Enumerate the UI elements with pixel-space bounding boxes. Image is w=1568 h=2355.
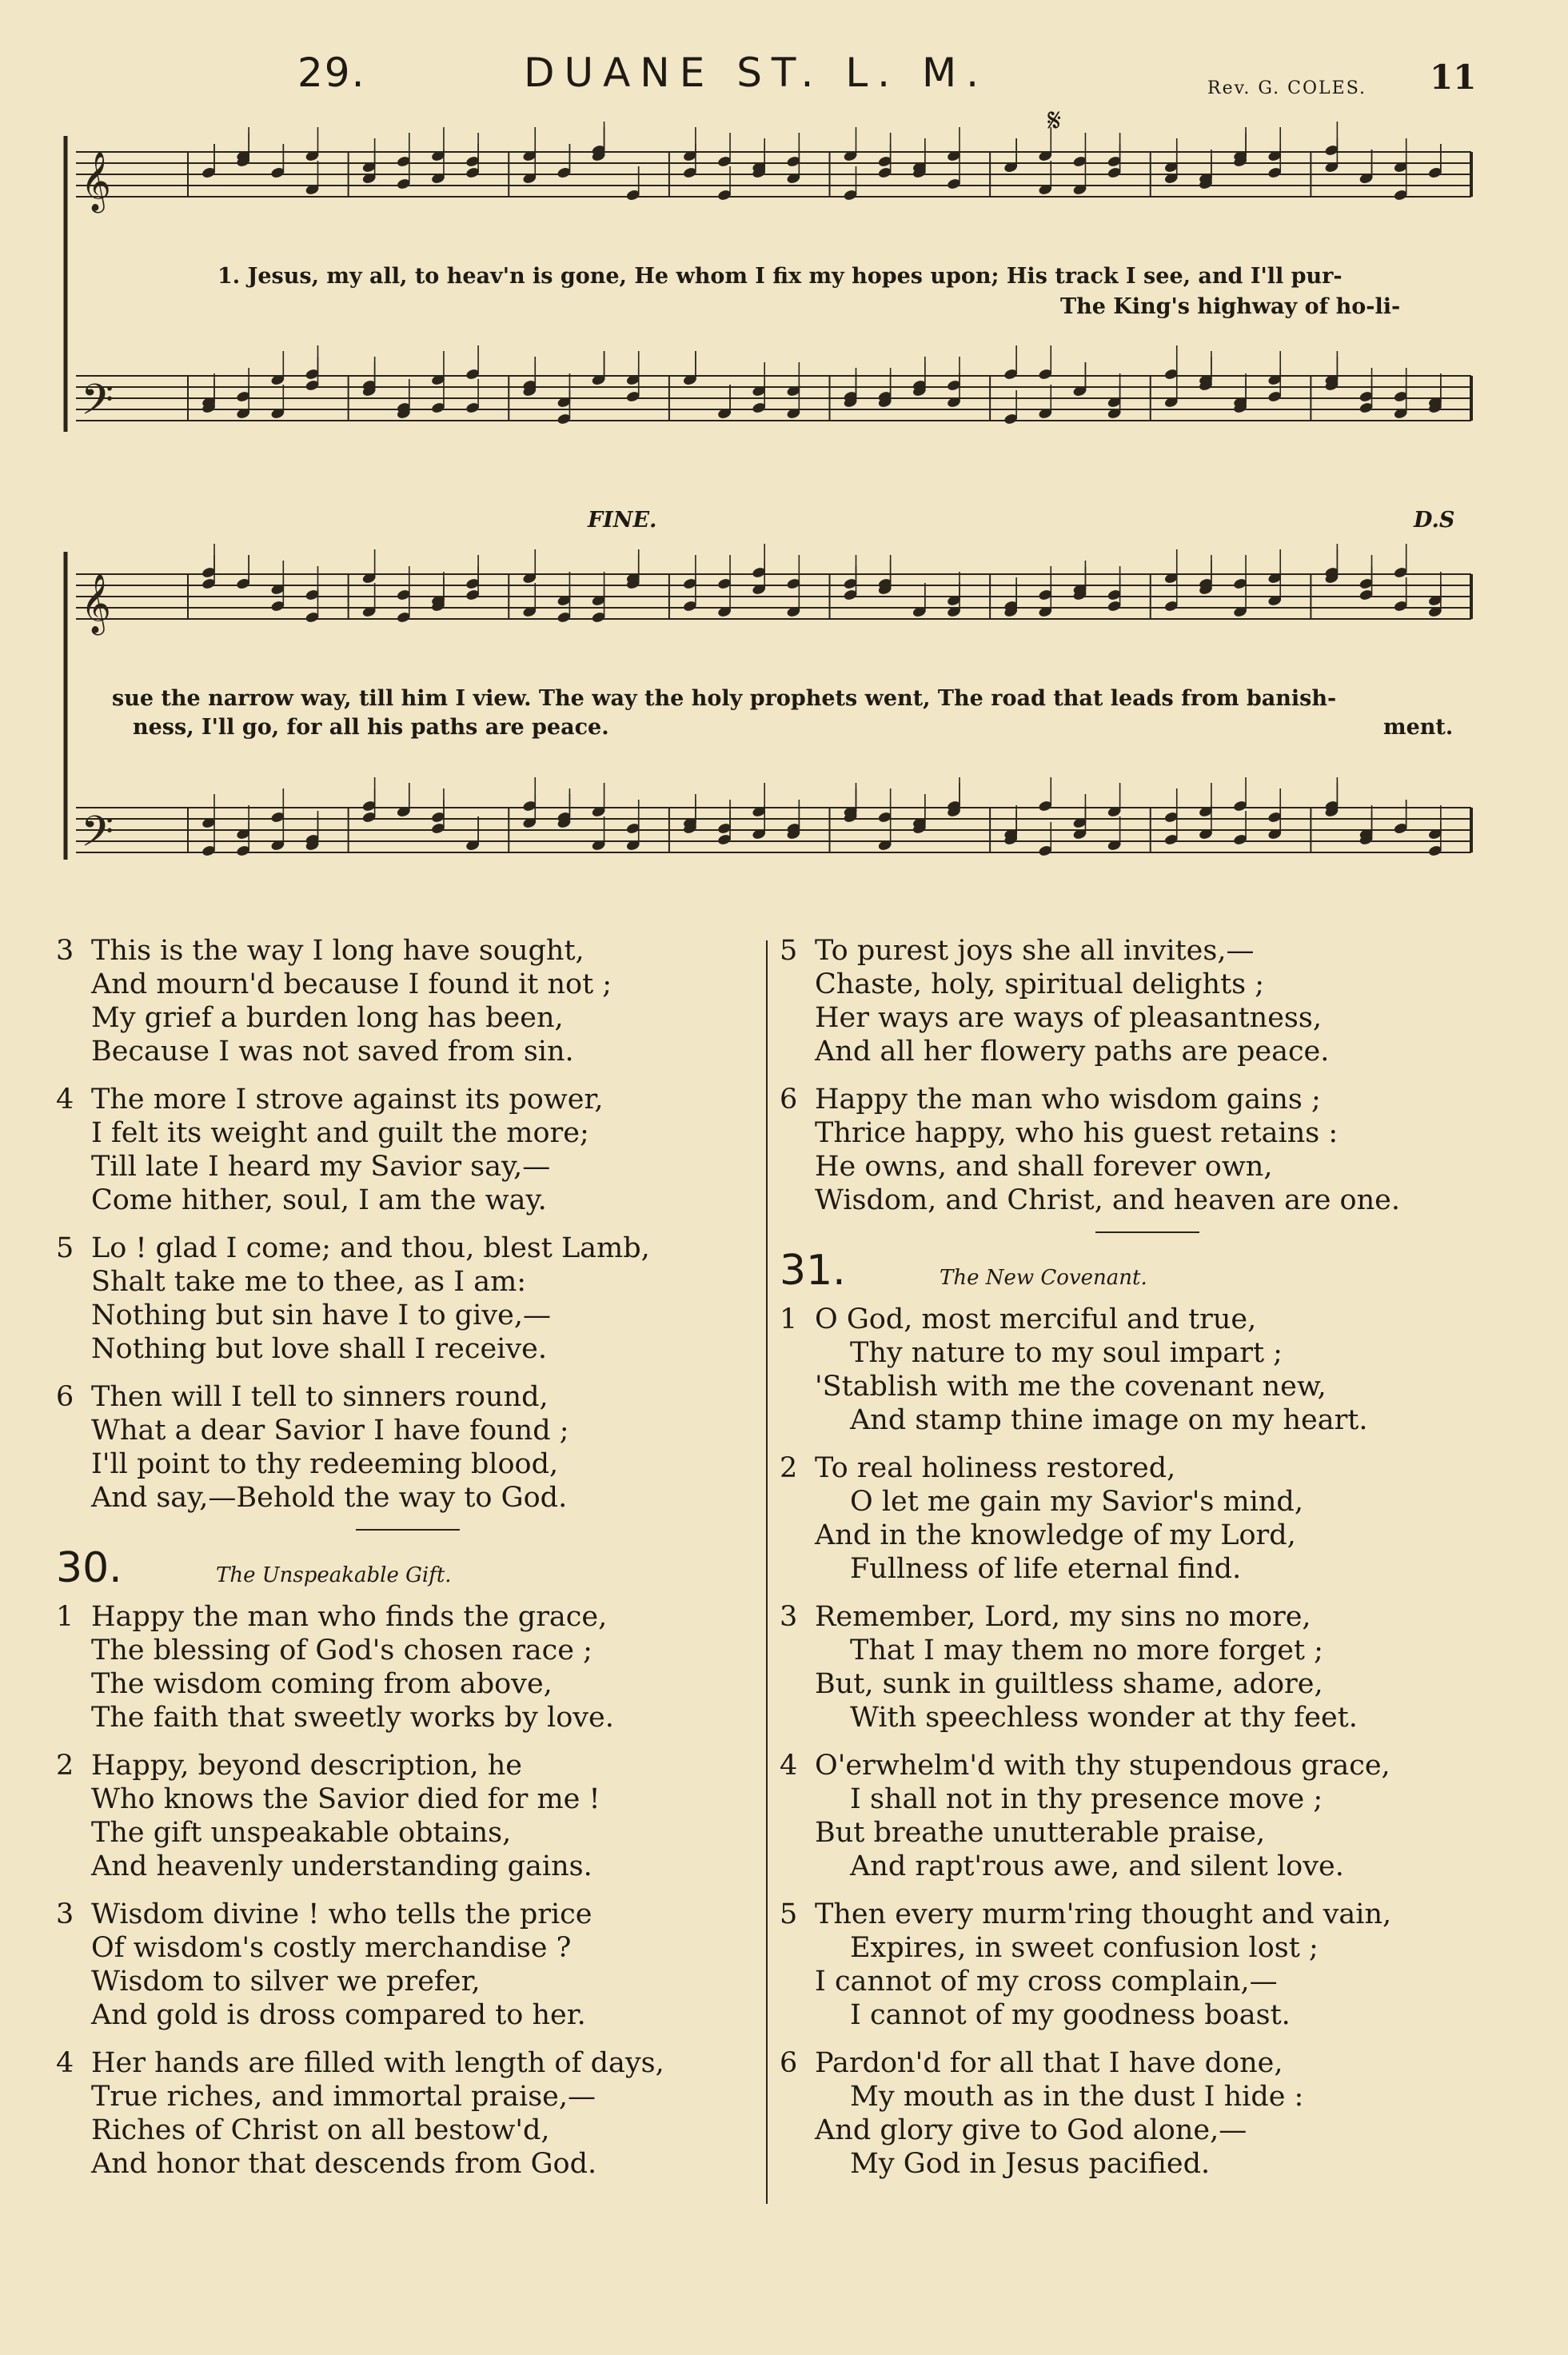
stanza-line: My mouth as in the dust I hide : <box>850 2081 1304 2113</box>
stanza-number: 2 <box>780 1452 798 1484</box>
stanza-number: 5 <box>780 935 798 967</box>
music-score <box>0 0 1568 896</box>
stanza-line: Happy the man who finds the grace, <box>91 1601 608 1633</box>
clef: 𝄢 <box>81 376 114 435</box>
stanza-number: 1 <box>56 1601 74 1633</box>
stanza-line: And rapt'rous awe, and silent love. <box>850 1850 1344 1882</box>
stanza-line: And heavenly understanding gains. <box>91 1850 592 1882</box>
stanza-line: But, sunk in guiltless shame, adore, <box>815 1668 1323 1700</box>
hymn-29-stanzas <box>56 934 760 1515</box>
right-column <box>780 934 1515 2195</box>
stanza-line: I shall not in thy presence move ; <box>850 1783 1323 1815</box>
stanza-line: Who knows the Savior died for me ! <box>91 1783 600 1815</box>
stanza-line: And honor that descends from God. <box>91 2148 597 2180</box>
stanza-number: 4 <box>56 1084 74 1116</box>
stanza <box>780 2046 1515 2181</box>
stanza-number: 2 <box>56 1750 74 1782</box>
stanza-line: Her ways are ways of pleasantness, <box>815 1002 1322 1034</box>
clef: 𝄞 <box>81 152 111 211</box>
stanza-line: Wisdom divine ! who tells the price <box>91 1898 592 1930</box>
stanza-number: 3 <box>56 935 74 967</box>
stanza <box>56 1600 760 1734</box>
tune-title: DUANE ST. L. M. <box>524 50 989 96</box>
stanza-line: Chaste, holy, spiritual delights ; <box>815 968 1265 1000</box>
stanza-line: Her hands are filled with length of days, <box>91 2047 664 2079</box>
composer-credit: Rev. G. COLES. <box>1207 78 1367 98</box>
stanza-line: Pardon'd for all that I have done, <box>815 2047 1283 2079</box>
stanza-line: Nothing but love shall I receive. <box>91 1333 547 1365</box>
stanza <box>56 1083 760 1217</box>
stanza-line: With speechless wonder at thy feet. <box>850 1702 1358 1734</box>
stanza-line: The blessing of God's chosen race ; <box>91 1635 592 1666</box>
hymn-30-number: 30. <box>56 1544 122 1592</box>
stanza-line: The gift unspeakable obtains, <box>91 1817 512 1849</box>
stanza-line: Nothing but sin have I to give,— <box>91 1299 551 1331</box>
stanza-number: 3 <box>56 1898 74 1930</box>
stanza-line: And in the knowledge of my Lord, <box>815 1519 1296 1551</box>
stanza-line: O let me gain my Savior's mind, <box>850 1486 1303 1518</box>
stanza-line: O God, most merciful and true, <box>815 1303 1257 1335</box>
stanza <box>780 934 1515 1068</box>
stanza-number: 5 <box>780 1898 798 1930</box>
stanza-number: 4 <box>780 1750 798 1782</box>
stanza-line: And glory give to God alone,— <box>815 2114 1247 2146</box>
stanza <box>56 1380 760 1515</box>
stanza-line: And all her flowery paths are peace. <box>815 1036 1330 1068</box>
stanza-line: Of wisdom's costly merchandise ? <box>91 1932 572 1964</box>
stanza <box>56 2046 760 2181</box>
hymn-31-number: 31. <box>780 1247 846 1295</box>
stanza-number: 4 <box>56 2047 74 2079</box>
stanza-line: Riches of Christ on all bestow'd, <box>91 2114 550 2146</box>
segno-sign: 𝄋 <box>1047 102 1062 139</box>
page-number: 11 <box>1430 58 1477 97</box>
fine-marker: FINE. <box>588 508 657 533</box>
lyric-line-2b-right: ment. <box>1383 715 1454 740</box>
stanza-line: What a dear Savior I have found ; <box>91 1415 569 1447</box>
section-divider <box>356 1529 460 1531</box>
stanza-line: Then will I tell to sinners round, <box>91 1381 549 1413</box>
stanza-line: This is the way I long have sought, <box>91 935 585 967</box>
stanza-line: Happy, beyond description, he <box>91 1750 522 1782</box>
hymn-31-stanzas <box>780 1303 1515 2181</box>
hymn-30-subtitle: The Unspeakable Gift. <box>216 1563 452 1587</box>
stanza-line: O'erwhelm'd with thy stupendous grace, <box>815 1750 1390 1782</box>
stanza <box>780 1451 1515 1586</box>
stanza-number: 6 <box>780 2047 798 2079</box>
stanza-line: To real holiness restored, <box>815 1452 1176 1484</box>
hymn-31-subtitle: The New Covenant. <box>940 1266 1147 1290</box>
stanza-line: Wisdom, and Christ, and heaven are one. <box>815 1184 1400 1216</box>
stanza-line: I'll point to thy redeeming blood, <box>91 1448 559 1480</box>
stanza <box>780 1898 1515 2032</box>
stanza-number: 6 <box>780 1084 798 1116</box>
stanza-line: Because I was not saved from sin. <box>91 1036 574 1068</box>
column-separator <box>766 940 768 2204</box>
stanza-line: The faith that sweetly works by love. <box>91 1702 614 1734</box>
stanza-line: And stamp thine image on my heart. <box>850 1404 1368 1436</box>
stanza-line: I felt its weight and guilt the more; <box>91 1117 589 1149</box>
stanza-line: Till late I heard my Savior say,— <box>91 1151 551 1183</box>
stanza-line: The more I strove against its power, <box>91 1084 604 1116</box>
stanza-line: 'Stablish with me the covenant new, <box>815 1371 1327 1403</box>
stanza-line: Shalt take me to thee, as I am: <box>91 1266 527 1298</box>
stanza-line: Lo ! glad I come; and thou, blest Lamb, <box>91 1232 650 1264</box>
hymn-number: 29. <box>297 50 366 96</box>
lyric-line-1a: 1. Jesus, my all, to heav'n is gone, He whom I fix my hopes upon; His track I see, and I'll pur- <box>217 264 1343 289</box>
stanza-line: True riches, and immortal praise,— <box>91 2081 596 2113</box>
hymn-30-continued-stanzas <box>780 934 1515 1217</box>
stanza-line: I cannot of my cross complain,— <box>815 1966 1278 1998</box>
left-column <box>56 934 760 2195</box>
stanza-line: And gold is dross compared to her. <box>91 1999 586 2031</box>
hymn-30-stanzas <box>56 1600 760 2181</box>
stanza-line: I cannot of my goodness boast. <box>850 1999 1291 2031</box>
hymn-30-heading <box>56 1544 760 1592</box>
stanza-line: To purest joys she all invites,— <box>815 935 1255 967</box>
stanza <box>56 1231 760 1366</box>
lyric-line-2a: sue the narrow way, till him I view. The way the holy prophets went, The road that leads from banish- <box>112 686 1337 711</box>
stanza-line: But breathe unutterable praise, <box>815 1817 1266 1849</box>
stanza <box>56 1749 760 1883</box>
dal-segno-marker: D.S <box>1414 508 1455 533</box>
stanza-number: 1 <box>780 1303 798 1335</box>
stanza-line: Remember, Lord, my sins no more, <box>815 1601 1311 1633</box>
stanza <box>56 1898 760 2032</box>
clef: 𝄢 <box>81 808 114 867</box>
stanza-line: Happy the man who wisdom gains ; <box>815 1084 1321 1116</box>
stanza-number: 3 <box>780 1601 798 1633</box>
stanza-line: My God in Jesus pacified. <box>850 2148 1211 2180</box>
lyric-line-2b-left: ness, I'll go, for all his paths are peace. <box>133 715 609 740</box>
stanza-line: Fullness of life eternal find. <box>850 1553 1242 1585</box>
section-divider <box>1095 1231 1199 1233</box>
clef: 𝄞 <box>81 574 111 633</box>
stanza-line: Expires, in sweet confusion lost ; <box>850 1932 1319 1964</box>
stanza-line: Then every murm'ring thought and vain, <box>815 1898 1392 1930</box>
stanza-line: Wisdom to silver we prefer, <box>91 1966 481 1998</box>
stanza-line: Come hither, soul, I am the way. <box>91 1184 547 1216</box>
stanza-line: The wisdom coming from above, <box>91 1668 553 1700</box>
stanza <box>780 1083 1515 1217</box>
stanza-line: And mourn'd because I found it not ; <box>91 968 612 1000</box>
stanza-line: That I may them no more forget ; <box>850 1635 1323 1666</box>
hymn-31-heading <box>780 1247 1515 1295</box>
stanza <box>780 1749 1515 1883</box>
stanza-line: Thy nature to my soul impart ; <box>850 1337 1283 1369</box>
stanza-number: 6 <box>56 1381 74 1413</box>
lyric-line-1b: The King's highway of ho-li- <box>1060 294 1401 319</box>
stanza-line: My grief a burden long has been, <box>91 1002 564 1034</box>
stanza <box>780 1303 1515 1437</box>
stanza-line: He owns, and shall forever own, <box>815 1151 1273 1183</box>
stanza <box>780 1600 1515 1734</box>
stanza-number: 5 <box>56 1232 74 1264</box>
stanza <box>56 934 760 1068</box>
stanza-line: And say,—Behold the way to God. <box>91 1482 568 1514</box>
stanza-line: Thrice happy, who his guest retains : <box>815 1117 1339 1149</box>
